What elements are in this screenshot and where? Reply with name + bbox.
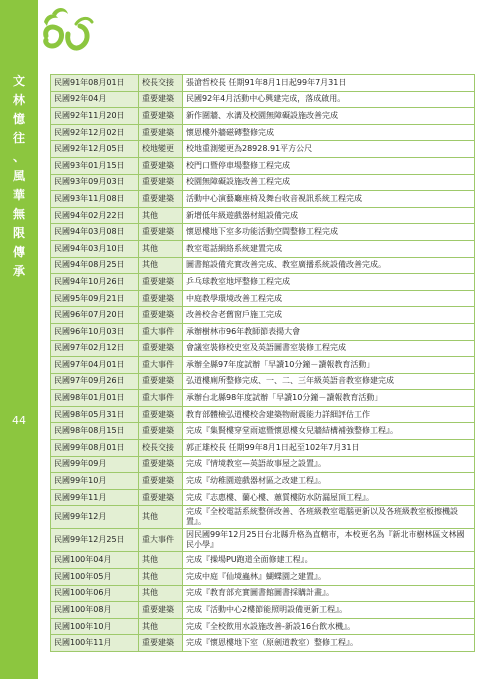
table-row — [51, 174, 475, 191]
table-row — [51, 340, 475, 357]
title-char: 傳 — [12, 245, 25, 259]
title-char: 無 — [12, 207, 25, 221]
description-cell: 活動中心演藝廳座椅及舞台收音視訊系統工程完成 — [183, 191, 475, 208]
category-cell: 重要建築 — [139, 602, 183, 619]
description-cell: 完成『志惠樓、蘭心樓、蕙質樓防水防漏屋頂工程』。 — [183, 489, 475, 506]
table-row — [51, 224, 475, 241]
date-cell: 民國93年11月08日 — [51, 191, 139, 208]
description-cell: 承辦全縣97年度試辦「早讀10分鐘－讀報教育活動」 — [183, 357, 475, 374]
description-cell: 完成『活動中心2樓節能照明設備更新工程』。 — [183, 602, 475, 619]
table-row — [51, 191, 475, 208]
date-cell: 民國99年10月 — [51, 473, 139, 490]
date-cell: 民國96年07月20日 — [51, 307, 139, 324]
description-cell: 完成『教育部充實圖書館圖書採購計畫』。 — [183, 585, 475, 602]
date-cell: 民國97年09月26日 — [51, 373, 139, 390]
title-char: 文 — [12, 74, 25, 88]
description-cell: 弘道樓廁所整修完成、一、二、三年級英語音教室修建完成 — [183, 373, 475, 390]
category-cell: 其他 — [139, 257, 183, 274]
title-char: 、 — [12, 150, 25, 164]
table-row — [51, 618, 475, 635]
category-cell: 重要建築 — [139, 489, 183, 506]
date-cell: 民國94年03月08日 — [51, 224, 139, 241]
table-row — [51, 569, 475, 586]
category-cell: 校長交接 — [139, 440, 183, 457]
description-cell: 懷恩樓地下室多功能活動空間整修工程完成 — [183, 224, 475, 241]
description-cell: 完成『全校飲用水設施改善-新設16台飲水機』。 — [183, 618, 475, 635]
date-cell: 民國100年10月 — [51, 618, 139, 635]
description-cell: 郭正雄校長 任期99年8月1日起至102年7月31日 — [183, 440, 475, 457]
date-cell: 民國98年08月15日 — [51, 423, 139, 440]
table-row — [51, 357, 475, 374]
description-cell: 校門口暨停車場整修工程完成 — [183, 157, 475, 174]
date-cell: 民國100年11月 — [51, 635, 139, 652]
table-row — [51, 290, 475, 307]
table-row — [51, 157, 475, 174]
table-row — [51, 257, 475, 274]
category-cell: 其他 — [139, 569, 183, 586]
anniversary-logo-icon — [38, 0, 98, 72]
table-row — [51, 635, 475, 652]
date-cell: 民國94年02月22日 — [51, 207, 139, 224]
date-cell: 民國97年02月12日 — [51, 340, 139, 357]
history-table — [50, 74, 475, 652]
description-cell: 因民國99年12月25日台北縣升格為直轄市，本校更名為『新北市樹林區文林國民小學』 — [183, 529, 475, 552]
date-cell: 民國99年09月 — [51, 456, 139, 473]
category-cell: 其他 — [139, 552, 183, 569]
table-row — [51, 423, 475, 440]
date-cell: 民國94年10月26日 — [51, 274, 139, 291]
date-cell: 民國98年05月31日 — [51, 406, 139, 423]
date-cell: 民國94年03月10日 — [51, 240, 139, 257]
date-cell: 民國93年09月03日 — [51, 174, 139, 191]
date-cell: 民國99年12月25日 — [51, 529, 139, 552]
table-row — [51, 440, 475, 457]
table-row — [51, 323, 475, 340]
table-row — [51, 456, 475, 473]
title-char: 承 — [12, 264, 25, 278]
table-row — [51, 602, 475, 619]
category-cell: 重要建築 — [139, 635, 183, 652]
category-cell: 重要建築 — [139, 274, 183, 291]
title-char: 華 — [12, 188, 25, 202]
date-cell: 民國92年04月 — [51, 91, 139, 108]
description-cell: 完成『全校電話系統整併改善、各班級教室電腦更新以及各班級教室板擦機設置』。 — [183, 506, 475, 529]
description-cell: 新增低年級遊戲器材組設備完成 — [183, 207, 475, 224]
category-cell: 重大事件 — [139, 390, 183, 407]
description-cell: 新作圍牆、水溝及校園無障礙設施改善完成 — [183, 108, 475, 125]
category-cell: 重要建築 — [139, 373, 183, 390]
table-row — [51, 124, 475, 141]
date-cell: 民國100年04月 — [51, 552, 139, 569]
category-cell: 其他 — [139, 506, 183, 529]
table-row — [51, 207, 475, 224]
category-cell: 重要建築 — [139, 307, 183, 324]
description-cell: 完成『懷恩樓地下室（原劍道教室）整修工程』。 — [183, 635, 475, 652]
description-cell: 改善校舍老舊窗戶施工完成 — [183, 307, 475, 324]
category-cell: 其他 — [139, 240, 183, 257]
category-cell: 重要建築 — [139, 108, 183, 125]
description-cell: 教育部體檢弘道樓校舍建築物耐震能力詳細評估工作 — [183, 406, 475, 423]
date-cell: 民國96年10月03日 — [51, 323, 139, 340]
description-cell: 承辦樹林市96年教師節表揚大會 — [183, 323, 475, 340]
category-cell: 重要建築 — [139, 174, 183, 191]
date-cell: 民國91年08月01日 — [51, 75, 139, 92]
table-row — [51, 240, 475, 257]
title-char: 林 — [12, 93, 25, 107]
category-cell: 其他 — [139, 207, 183, 224]
vertical-title — [5, 72, 33, 281]
description-cell: 張滄哲校長 任期91年8月1日起99年7月31日 — [183, 75, 475, 92]
title-char: 往 — [12, 131, 25, 145]
category-cell: 校地變更 — [139, 141, 183, 158]
date-cell: 民國93年01月15日 — [51, 157, 139, 174]
date-cell: 民國98年01月01日 — [51, 390, 139, 407]
title-char: 風 — [12, 169, 25, 183]
date-cell: 民國92年12月05日 — [51, 141, 139, 158]
table-row — [51, 91, 475, 108]
date-cell: 民國97年04月01日 — [51, 357, 139, 374]
table-row — [51, 529, 475, 552]
table-row — [51, 108, 475, 125]
table-row — [51, 489, 475, 506]
table-row — [51, 585, 475, 602]
description-cell: 教室電話網絡系統建置完成 — [183, 240, 475, 257]
category-cell: 重要建築 — [139, 456, 183, 473]
table-row — [51, 406, 475, 423]
date-cell: 民國92年12月02日 — [51, 124, 139, 141]
date-cell: 民國100年05月 — [51, 569, 139, 586]
category-cell: 其他 — [139, 585, 183, 602]
category-cell: 其他 — [139, 618, 183, 635]
date-cell: 民國100年06月 — [51, 585, 139, 602]
description-cell: 乒乓球教室地坪整修工程完成 — [183, 274, 475, 291]
table-row — [51, 473, 475, 490]
category-cell: 重大事件 — [139, 357, 183, 374]
description-cell: 校地重測變更為28928.91平方公尺 — [183, 141, 475, 158]
category-cell: 校長交接 — [139, 75, 183, 92]
category-cell: 重大事件 — [139, 323, 183, 340]
title-char: 限 — [12, 226, 25, 240]
table-row — [51, 506, 475, 529]
category-cell: 重大事件 — [139, 529, 183, 552]
date-cell: 民國99年11月 — [51, 489, 139, 506]
table-row — [51, 141, 475, 158]
table-row — [51, 373, 475, 390]
description-cell: 懷恩樓外牆磁磚整修完成 — [183, 124, 475, 141]
category-cell: 重要建築 — [139, 191, 183, 208]
table-row — [51, 307, 475, 324]
page-number: 44 — [12, 414, 26, 427]
category-cell: 重要建築 — [139, 340, 183, 357]
category-cell: 重要建築 — [139, 224, 183, 241]
category-cell: 重要建築 — [139, 157, 183, 174]
description-cell: 會議室裝修校史室及英語圖書室裝修工程完成 — [183, 340, 475, 357]
description-cell: 中庭教學環境改善工程完成 — [183, 290, 475, 307]
date-cell: 民國99年08月01日 — [51, 440, 139, 457]
description-cell: 完成中庭『仙境蟲林』蝴蝶園之建置』。 — [183, 569, 475, 586]
category-cell: 重要建築 — [139, 290, 183, 307]
description-cell: 承辦台北縣98年度試辦「早讀10分鐘－讀報教育活動」 — [183, 390, 475, 407]
date-cell: 民國95年09月21日 — [51, 290, 139, 307]
description-cell: 完成『集賢樓穿堂雨遮暨懷恩樓女兒牆結構補強整修工程』。 — [183, 423, 475, 440]
description-cell: 校園無障礙設施改善工程完成 — [183, 174, 475, 191]
date-cell: 民國100年08月 — [51, 602, 139, 619]
date-cell: 民國92年11月20日 — [51, 108, 139, 125]
title-char: 憶 — [12, 112, 25, 126]
table-row — [51, 552, 475, 569]
category-cell: 重要建築 — [139, 473, 183, 490]
sidebar — [0, 0, 38, 679]
description-cell: 完成『操場PU跑道全面修建工程』。 — [183, 552, 475, 569]
category-cell: 重要建築 — [139, 423, 183, 440]
table-row — [51, 390, 475, 407]
description-cell: 民國92年4月活動中心興建完成，落成啟用。 — [183, 91, 475, 108]
category-cell: 重要建築 — [139, 91, 183, 108]
category-cell: 重要建築 — [139, 406, 183, 423]
description-cell: 完成『幼稚園遊戲器材區之改建工程』。 — [183, 473, 475, 490]
date-cell: 民國99年12月 — [51, 506, 139, 529]
table-row — [51, 274, 475, 291]
date-cell: 民國94年08月25日 — [51, 257, 139, 274]
table-row — [51, 75, 475, 92]
description-cell: 完成『情境教室—英語故事屋之設置』。 — [183, 456, 475, 473]
category-cell: 重要建築 — [139, 124, 183, 141]
description-cell: 圖書館設備充實改善完成、教室廣播系統設備改善完成。 — [183, 257, 475, 274]
